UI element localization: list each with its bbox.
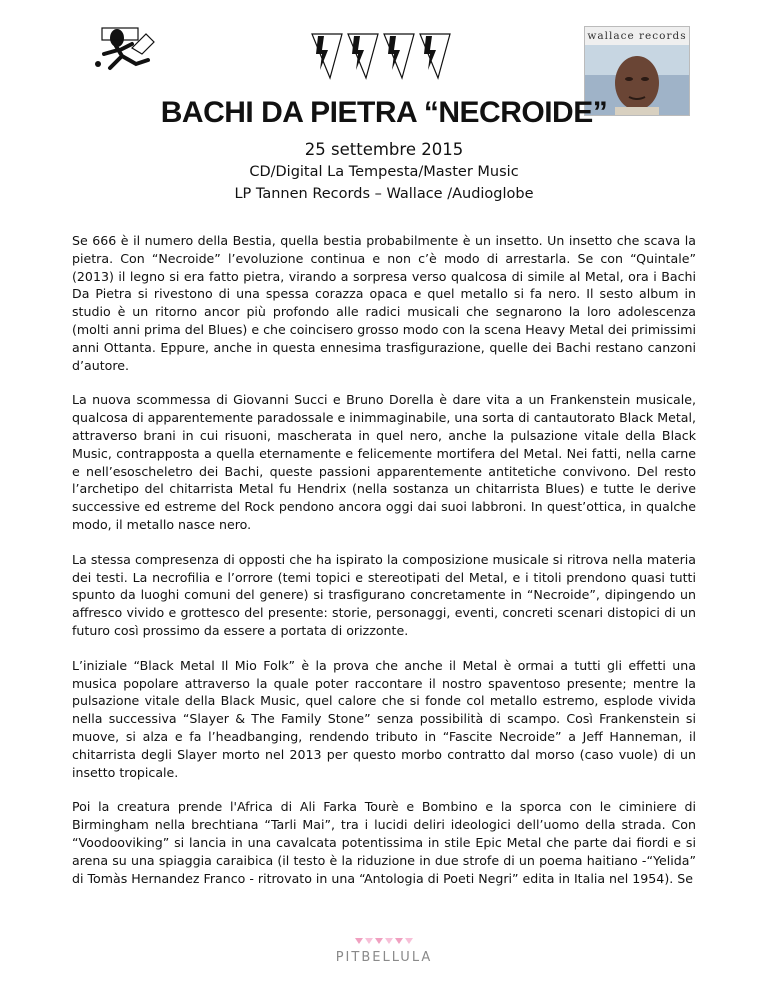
paragraph: Se 666 è il numero della Bestia, quella bestia probabilmente è un insetto. Un insetto che scava la pietra. Con “Necroide” l’evoluzione continua e non c’è modo di arrestarla. Se con “Quintale” (2013) il legno si era fatto pietra, virando a sorpresa verso qualcosa di simile al Metal, ora i Bachi Da Pietra si rivestono di una spessa corazza opaca e quel metallo si fa nero. Il sesto album in studio è un ritorno ancor più profondo alle radici musicali che segnarono la loro adolescenza (molti anni prima del Blues) e che coincisero grosso modo con la scena Heavy Metal dei primissimi anni Ottanta. Eppure, anche in questa ennesima trasfigurazione, quelle dei Bachi restano canzoni d’autore. (72, 233, 696, 373)
paragraph: Poi la creatura prende l'Africa di Ali Farka Tourè e Bombino e la sporca con le ciminiere di Birmingham nella brechtiana “Tarli Mai”, tra i lucidi deliri ideologici dell’uomo della strada. Con “Voodooviking” si lancia in una cavalcata potentissima in stile Epic Metal che parte dai fiordi e si arena su una spiaggia caraibica (il testo è la riduzione in due strofe di un poema haitiano -“Yelida” di Tomàs Hernandez Franco - ritrovato in una “Antologia di Poeti Negri” edita in Italia nel 1954). Se (72, 799, 696, 886)
footer-brand: PITBELLULA (335, 950, 433, 965)
release-formats-line-2: LP Tannen Records – Wallace /Audioglobe (234, 186, 534, 202)
wallace-records-label: wallace records (585, 27, 689, 45)
paragraph: L’iniziale “Black Metal Il Mio Folk” è la prova che anche il Metal è ormai a tutti gli effetti una musica popolare attraverso la quale poter raccontare il nostro spaventoso presente; mentre la pulsazione vitale della Black Music, quel calore che si fonde col metallo estremo, esplode vivida nella successiva “Slayer & The Family Stone” senza possibilità di scampo. Così Frankenstein si muove, si alza e fa l’headbanging, rendendo tributo in “Fascite Necroide” a Jeff Hanneman, il chitarrista degli Slayer morto nel 2013 per questo morbo contratto dal morso (caso vuole) di un insetto tropicale. (72, 657, 696, 780)
label-logo-running-figure (92, 24, 162, 76)
press-release-body (72, 232, 696, 904)
release-formats-line-1: CD/Digital La Tempesta/Master Music (249, 164, 519, 180)
footer-decoration (0, 938, 768, 948)
release-date: 25 settembre 2015 (304, 140, 464, 159)
paragraph: La stessa compresenza di opposti che ha ispirato la composizione musicale si ritrova nella materia dei testi. La necrofilia e l’orrore (temi topici e stereotipati del Metal, e i titoli prendono quasi tutti spunto da luoghi comuni del genere) si trasfigurano concretamente in “Necroide”, dipingendo un affresco vivido e grottesco del presente: storie, personaggi, eventi, concreti scenari distopici di un futuro così prossimo da essere a portata di orizzonte. (72, 551, 696, 638)
band-logo-lightning (308, 30, 454, 82)
document-title: BACHI DA PIETRA “NECROIDE” (160, 96, 608, 129)
paragraph: La nuova scommessa di Giovanni Succi e Bruno Dorella è dare vita a un Frankenstein musicale, qualcosa di apparentemente paradossale e inimmaginabile, una sorta di cantautorato Black Metal, attraverso brani in cui risuoni, mascherata in quel nero, anche la pulsazione vitale della Black Music, contrapposta a quella eternamente e felicemente mortifera del Metal. Nei fatti, nella carne e nell’esoscheletro dei Bachi, queste passioni apparentemente antitetiche convivono. Del resto l’archetipo del chitarrista Metal fu Hendrix (nella sostanza un chitarrista Blues) e tutte le derive successive ed estreme del Rock pendono ancora oggi dai suoi labbroni. In quest’ottica, in qualche modo, il metallo nasce nero. (72, 392, 696, 532)
footer-logo (0, 938, 768, 965)
